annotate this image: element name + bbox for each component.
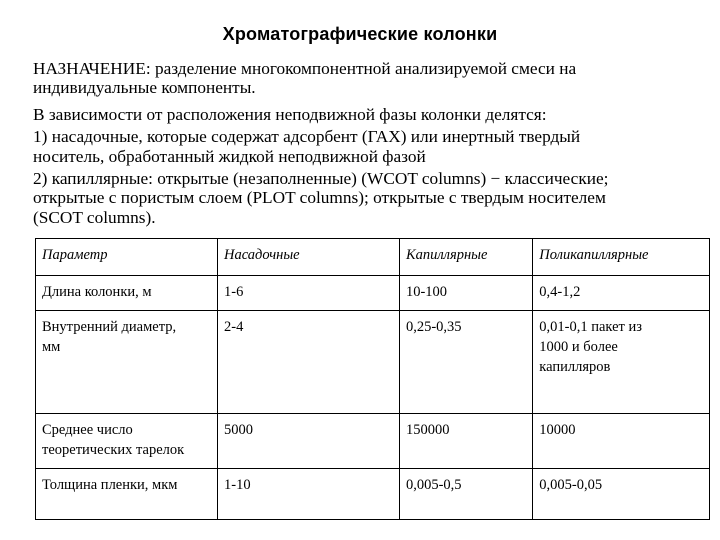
capillary-value: 0,005-0,5 xyxy=(399,469,532,520)
header-parameter: Параметр xyxy=(36,239,218,276)
packed-value: 2-4 xyxy=(217,311,399,414)
header-packed: Насадочные xyxy=(217,239,399,276)
packed-columns-paragraph: 1) насадочные, которые содержат адсорбент (ГАХ) или инертный твердый носитель, обработанный жидкой неподвижной фазой xyxy=(33,127,581,166)
column-comparison-table xyxy=(35,238,710,520)
capillary-value: 0,25-0,35 xyxy=(399,311,532,414)
capillary-columns-paragraph: 2) капиллярные: открытые (незаполненные) (WCOT columns) − классические; открытые с пористым слоем (PLOT columns); открытые с твердым носителем (SCOT columns). xyxy=(33,169,609,227)
header-polycapillary: Поликапиллярные xyxy=(533,239,710,276)
table-header-row xyxy=(36,239,710,276)
packed-value: 1-6 xyxy=(217,276,399,311)
packed-value: 5000 xyxy=(217,414,399,469)
header-capillary: Капиллярные xyxy=(399,239,532,276)
body-text xyxy=(33,59,717,230)
row-label: Среднее число теоретических тарелок xyxy=(36,414,218,469)
packed-value: 1-10 xyxy=(217,469,399,520)
row-label: Внутренний диаметр, мм xyxy=(36,311,218,414)
purpose-paragraph: НАЗНАЧЕНИЕ: разделение многокомпонентной анализируемой смеси на индивидуальные компоненты. xyxy=(33,59,577,98)
polycapillary-value: 10000 xyxy=(533,414,710,469)
table-row xyxy=(36,311,710,414)
row-label: Длина колонки, м xyxy=(36,276,218,311)
division-paragraph: В зависимости от расположения неподвижной фазы колонки делятся: xyxy=(33,104,547,124)
polycapillary-value: 0,005-0,05 xyxy=(533,469,710,520)
table-row xyxy=(36,276,710,311)
row-label: Толщина пленки, мкм xyxy=(36,469,218,520)
table-row xyxy=(36,414,710,469)
polycapillary-value: 0,01-0,1 пакет из 1000 и более капилляров xyxy=(533,311,710,414)
table-row xyxy=(36,469,710,520)
capillary-value: 150000 xyxy=(399,414,532,469)
capillary-value: 10-100 xyxy=(399,276,532,311)
slide-title: Хроматографические колонки xyxy=(222,24,498,44)
polycapillary-value: 0,4-1,2 xyxy=(533,276,710,311)
